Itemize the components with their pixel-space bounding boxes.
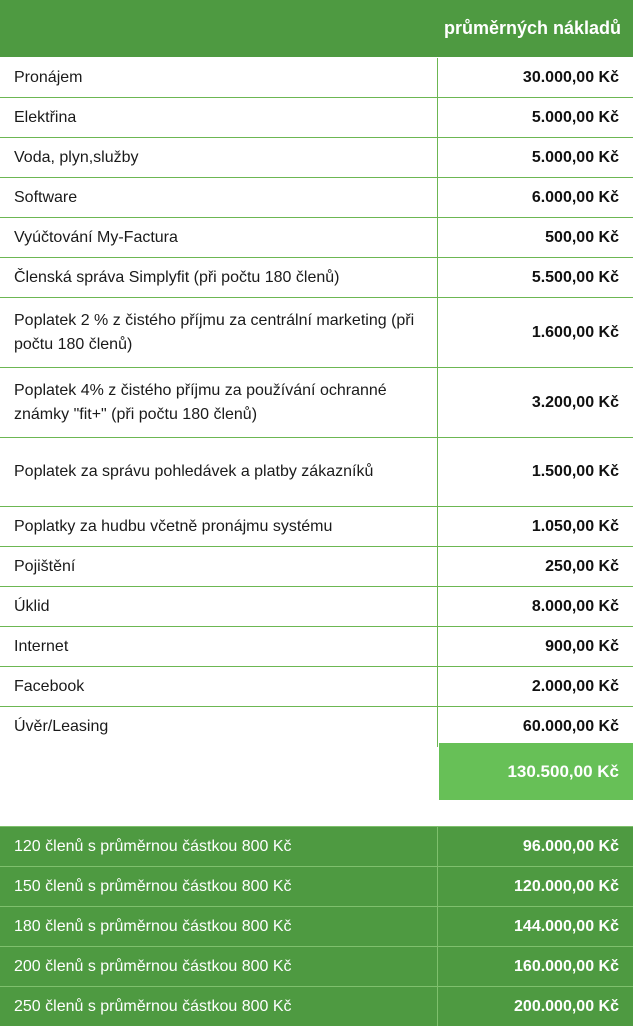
cost-label: Úklid — [0, 587, 438, 626]
cost-value: 1.600,00 Kč — [531, 323, 619, 341]
cost-label: Členská správa Simplyfit (při počtu 180 členů) — [0, 258, 438, 297]
cost-value: 3.200,00 Kč — [531, 393, 619, 411]
cost-label: Pronájem — [0, 58, 438, 97]
cost-value: 900,00 Kč — [545, 637, 619, 655]
cost-label: Úvěr/Leasing — [0, 707, 438, 747]
revenue-label: 180 členů s průměrnou částkou 800 Kč — [0, 907, 438, 946]
revenue-row — [0, 986, 633, 1026]
cost-label: Poplatek 4% z čistého příjmu za používání ochranné známky "fit+" (při počtu 180 členů) — [0, 368, 438, 437]
revenue-value: 120.000,00 Kč — [514, 877, 619, 895]
table-row — [0, 507, 633, 547]
revenue-row — [0, 866, 633, 906]
cost-value: 250,00 Kč — [545, 557, 619, 575]
table-row — [0, 258, 633, 298]
table-row — [0, 707, 633, 747]
cost-value: 1.500,00 Kč — [531, 463, 619, 480]
cost-label: Poplatek za správu pohledávek a platby zákazníků — [0, 438, 438, 506]
revenue-row — [0, 826, 633, 866]
total-cell — [439, 743, 633, 800]
table-row — [0, 58, 633, 98]
cost-label: Vyúčtování My-Factura — [0, 218, 438, 257]
cost-value: 1.050,00 Kč — [531, 517, 619, 535]
table-row — [0, 138, 633, 178]
revenue-row — [0, 946, 633, 986]
revenue-table — [0, 826, 633, 1026]
revenue-label: 200 členů s průměrnou částkou 800 Kč — [0, 947, 438, 986]
cost-value: 6.000,00 Kč — [531, 188, 619, 206]
table-row — [0, 667, 633, 707]
table-row — [0, 627, 633, 667]
cost-value: 5.000,00 Kč — [531, 148, 619, 166]
cost-label: Poplatky za hudbu včetně pronájmu systému — [0, 507, 438, 546]
cost-value: 5.500,00 Kč — [531, 268, 619, 286]
revenue-label: 250 členů s průměrnou částkou 800 Kč — [0, 987, 438, 1026]
revenue-label: 120 členů s průměrnou částkou 800 Kč — [0, 827, 438, 866]
cost-label: Elektřina — [0, 98, 438, 137]
table-row — [0, 368, 633, 438]
cost-value: 8.000,00 Kč — [531, 597, 619, 615]
total-value: 130.500,00 Kč — [507, 761, 619, 781]
cost-label: Software — [0, 178, 438, 217]
table-header — [0, 0, 633, 57]
cost-value: 60.000,00 Kč — [522, 718, 619, 735]
revenue-label: 150 členů s průměrnou částkou 800 Kč — [0, 867, 438, 906]
table-row — [0, 587, 633, 627]
cost-label: Pojištění — [0, 547, 438, 586]
cost-value: 5.000,00 Kč — [531, 108, 619, 126]
table-row — [0, 438, 633, 507]
revenue-value: 144.000,00 Kč — [514, 917, 619, 935]
cost-value: 30.000,00 Kč — [522, 68, 619, 86]
cost-label: Facebook — [0, 667, 438, 706]
table-row — [0, 298, 633, 368]
cost-value: 2.000,00 Kč — [531, 677, 619, 695]
cost-value: 500,00 Kč — [545, 228, 619, 246]
table-row — [0, 218, 633, 258]
table-row — [0, 98, 633, 138]
header-title: průměrných nákladů — [443, 18, 621, 38]
cost-label: Internet — [0, 627, 438, 666]
cost-label: Poplatek 2 % z čistého příjmu za centrální marketing (při počtu 180 členů) — [0, 298, 438, 367]
revenue-value: 200.000,00 Kč — [514, 997, 619, 1015]
revenue-row — [0, 906, 633, 946]
table-row — [0, 547, 633, 587]
cost-label: Voda, plyn,služby — [0, 138, 438, 177]
cost-table — [0, 58, 633, 747]
table-row — [0, 178, 633, 218]
revenue-value: 96.000,00 Kč — [522, 837, 619, 855]
revenue-value: 160.000,00 Kč — [514, 957, 619, 975]
